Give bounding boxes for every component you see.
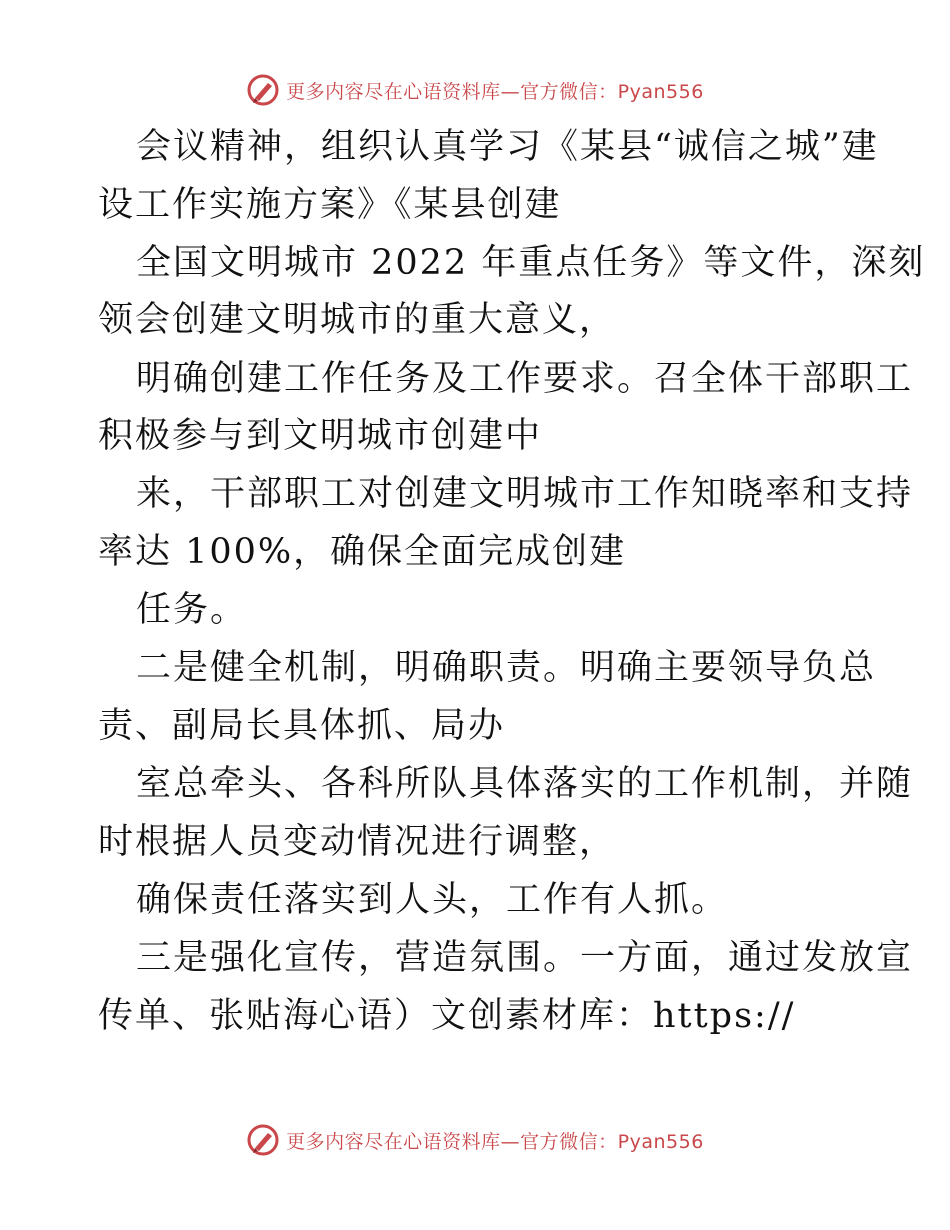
pen-circle-logo-icon: [246, 73, 280, 107]
pen-circle-logo-icon: [246, 1123, 280, 1157]
text-line: 率达 100%，确保全面完成创建: [98, 532, 627, 572]
text-line: 领会创建文明城市的重大意义，: [98, 300, 617, 340]
text-line: 全国文明城市 2022 年重点任务》等文件，深刻: [136, 243, 926, 283]
text-line: 时根据人员变动情况进行调整，: [98, 822, 617, 862]
watermark-text: 更多内容尽在心语资料库—官方微信：Pyan556: [286, 1130, 704, 1153]
watermark-text: 更多内容尽在心语资料库—官方微信：Pyan556: [286, 80, 704, 103]
text-line: 室总牵头、各科所队具体落实的工作机制，并随: [136, 764, 914, 804]
text-line: 传单、张贴海心语）文创素材库：https://: [98, 996, 796, 1036]
text-line: 设工作实施方案》《某县创建: [98, 185, 562, 225]
text-line: 明确创建工作任务及工作要求。召全体干部职工: [136, 359, 914, 399]
header-watermark: [0, 70, 950, 110]
text-line: 责、副局长具体抓、局办: [98, 706, 506, 746]
text-line: 来，干部职工对创建文明城市工作知晓率和支持: [136, 474, 914, 514]
footer-watermark: [0, 1120, 950, 1160]
text-line: 确保责任落实到人头，工作有人抓。: [136, 880, 729, 920]
text-line: 会议精神，组织认真学习《某县“诚信之城”建: [136, 127, 879, 167]
text-line: 二是健全机制，明确职责。明确主要领导负总: [136, 648, 877, 688]
text-line: 积极参与到文明城市创建中: [98, 416, 543, 456]
text-line: 三是强化宣传，营造氛围。一方面，通过发放宣: [136, 938, 914, 978]
text-line: 任务。: [136, 590, 248, 630]
